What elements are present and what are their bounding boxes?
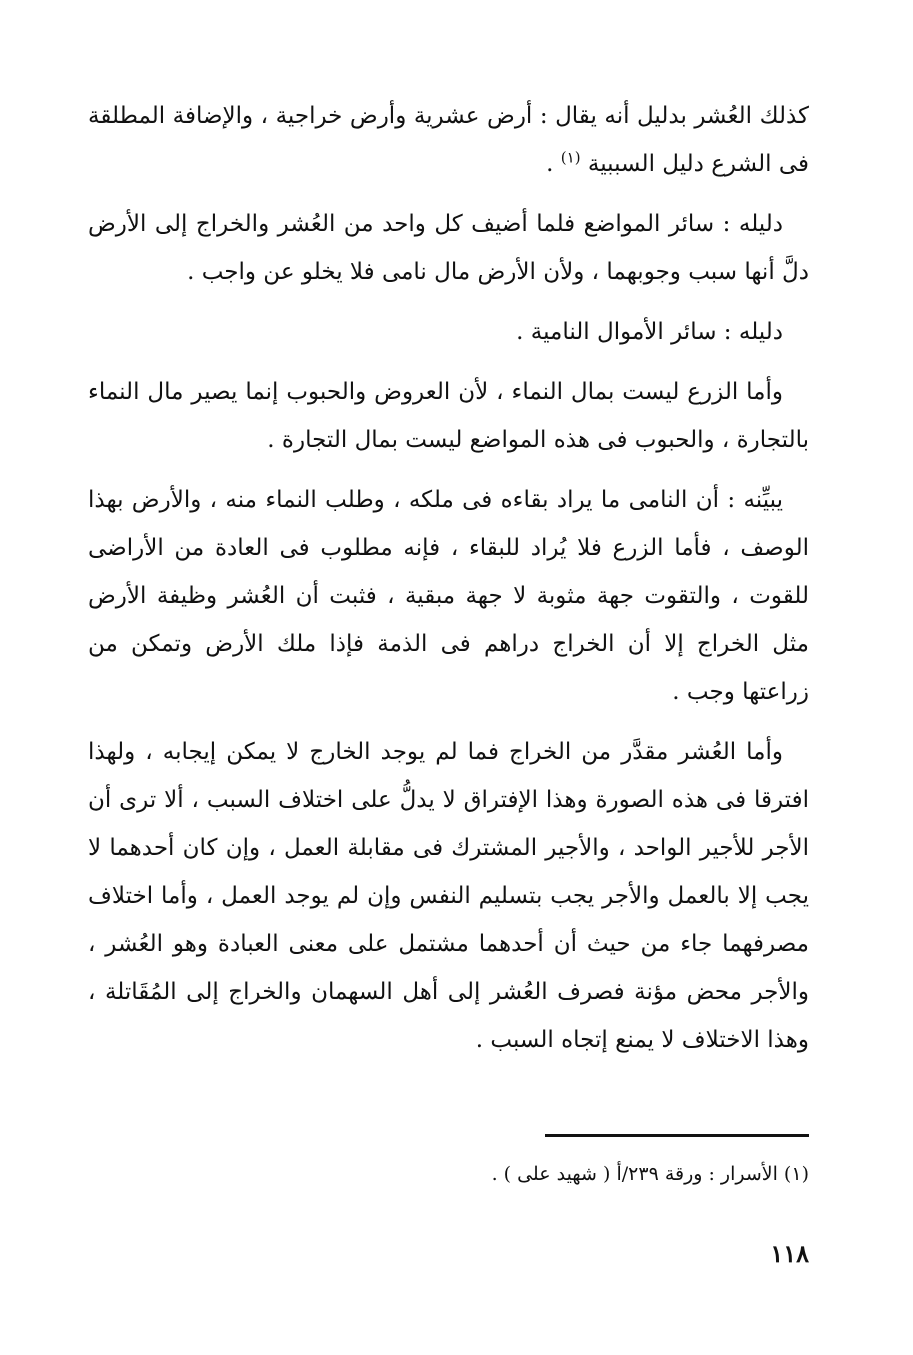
- paragraph-1-text: كذلك العُشر بدليل أنه يقال : أرض عشرية وأرض خراجية ، والإضافة المطلقة فى الشرع دليل السببية: [88, 103, 809, 177]
- footnote: (١) الأسرار : ورقة ٢٣٩/أ ( شهيد على ) .: [491, 1163, 809, 1185]
- paragraph-3: دليله : سائر الأموال النامية .: [516, 319, 783, 345]
- paragraph-1: [88, 92, 809, 188]
- footnote-reference: (١): [560, 148, 581, 167]
- paragraph-2: دليله : سائر المواضع فلما أضيف كل واحد من العُشر والخراج إلى الأرض دلَّ أنها سبب وجوبهما ، ولأن الأرض مال نامى فلا يخلو عن واجب .: [88, 211, 809, 285]
- paragraph-1-suffix: .: [546, 151, 561, 177]
- main-text: [88, 92, 809, 1076]
- paragraph-5: يبيِّنه : أن النامى ما يراد بقاءه فى ملكه ، وطلب النماء منه ، والأرض بهذا الوصف ، فأما الزرع فلا يُراد للبقاء ، فإنه مطلوب فى العادة من الأراضى للقوت ، والتقوت جهة مثوبة لا جهة مبقية ، فثبت أن العُشر وظيفة الأرض مثل الخراج إلا أن الخراج دراهم فى الذمة فإذا ملك الأرض وتمكن من زراعتها وجب .: [88, 487, 809, 705]
- paragraph-6: وأما العُشر مقدَّر من الخراج فما لم يوجد الخارج لا يمكن إيجابه ، ولهذا افترقا فى هذه الصورة وهذا الإفتراق لا يدلُّ على اختلاف السبب ، ألا ترى أن الأجر للأجير الواحد ، والأجير المشترك فى مقابلة العمل ، وإن كان أحدهما لا يجب إلا بالعمل والأجر يجب بتسليم النفس وإن لم يوجد العمل ، وأما اختلاف مصرفهما جاء من حيث أن أحدهما مشتمل على معنى العبادة وهو العُشر ، والأجر محض مؤنة فصرف العُشر إلى أهل السهمان والخراج إلى المُقَاتلة ، وهذا الاختلاف لا يمنع إتجاه السبب .: [88, 739, 809, 1053]
- footnote-divider: [545, 1134, 809, 1137]
- page-number: ١١٨: [770, 1239, 809, 1268]
- paragraph-4: وأما الزرع ليست بمال النماء ، لأن العروض والحبوب إنما يصير مال النماء بالتجارة ، والحبوب فى هذه المواضع ليست بمال التجارة .: [88, 379, 809, 453]
